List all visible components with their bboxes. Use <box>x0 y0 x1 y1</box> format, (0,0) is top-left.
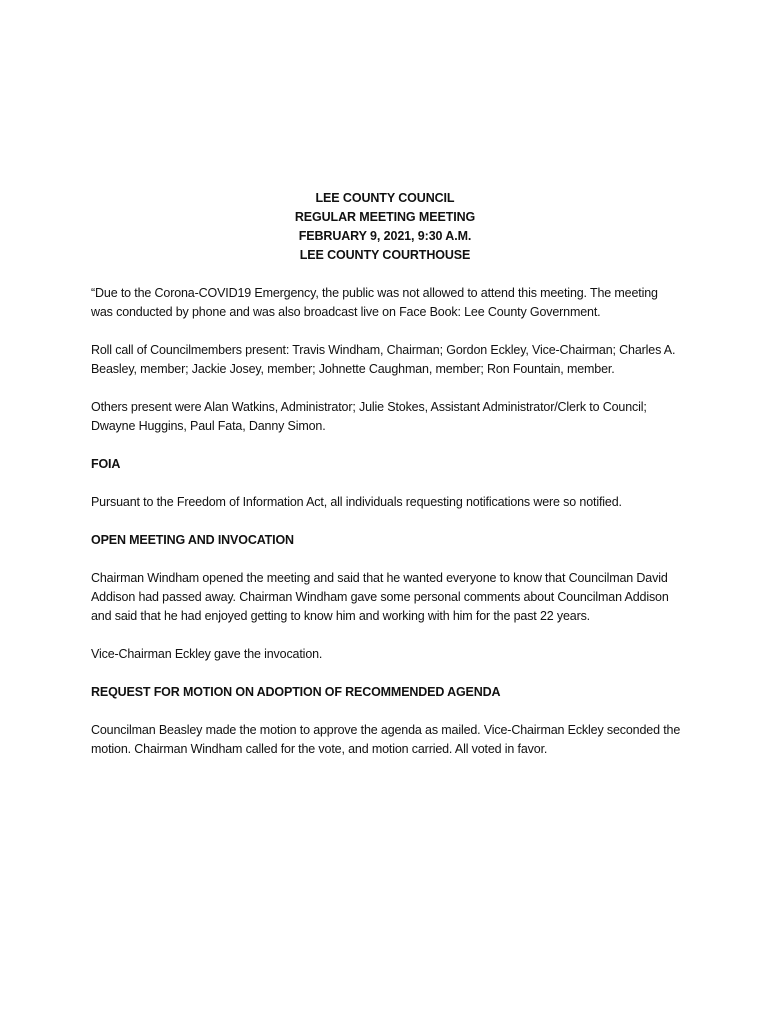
header-meeting-type: REGULAR MEETING MEETING <box>294 210 476 224</box>
others-present-paragraph: Others present were Alan Watkins, Administrator; Julie Stokes, Assistant Administrator/Clerk to Council; Dwayne Huggins, Paul Fata, Danny Simon. <box>91 400 647 433</box>
agenda-heading: REQUEST FOR MOTION ON ADOPTION OF RECOMMENDED AGENDA <box>91 685 501 699</box>
invocation-paragraph: Vice-Chairman Eckley gave the invocation. <box>91 647 323 661</box>
header-meeting-date: FEBRUARY 9, 2021, 9:30 A.M. <box>298 229 472 243</box>
agenda-paragraph: Councilman Beasley made the motion to approve the agenda as mailed. Vice-Chairman Eckley seconded the motion. Chairman Windham called for the vote, and motion carried. All voted in favor. <box>91 723 681 756</box>
open-meeting-paragraph: Chairman Windham opened the meeting and said that he wanted everyone to know that Councilman David Addison had passed away. Chairman Windham gave some personal comments about Councilman Addison and said that he had enjoyed getting to know him and working with him for the past 22 years. <box>91 571 669 623</box>
foia-paragraph: Pursuant to the Freedom of Information Act, all individuals requesting notifications were so notified. <box>91 495 622 509</box>
open-meeting-heading: OPEN MEETING AND INVOCATION <box>91 533 294 547</box>
meeting-header <box>0 189 770 265</box>
header-council-name: LEE COUNTY COUNCIL <box>315 191 455 205</box>
header-meeting-location: LEE COUNTY COURTHOUSE <box>299 248 471 262</box>
minutes-body <box>91 284 681 778</box>
foia-heading: FOIA <box>91 457 121 471</box>
covid-notice-paragraph: “Due to the Corona-COVID19 Emergency, the public was not allowed to attend this meeting. The meeting was conducted by phone and was also broadcast live on Face Book: Lee County Government. <box>91 286 658 319</box>
roll-call-paragraph: Roll call of Councilmembers present: Travis Windham, Chairman; Gordon Eckley, Vice-Chairman; Charles A. Beasley, member; Jackie Josey, member; Johnette Caughman, member; Ron Fountain, member. <box>91 343 676 376</box>
